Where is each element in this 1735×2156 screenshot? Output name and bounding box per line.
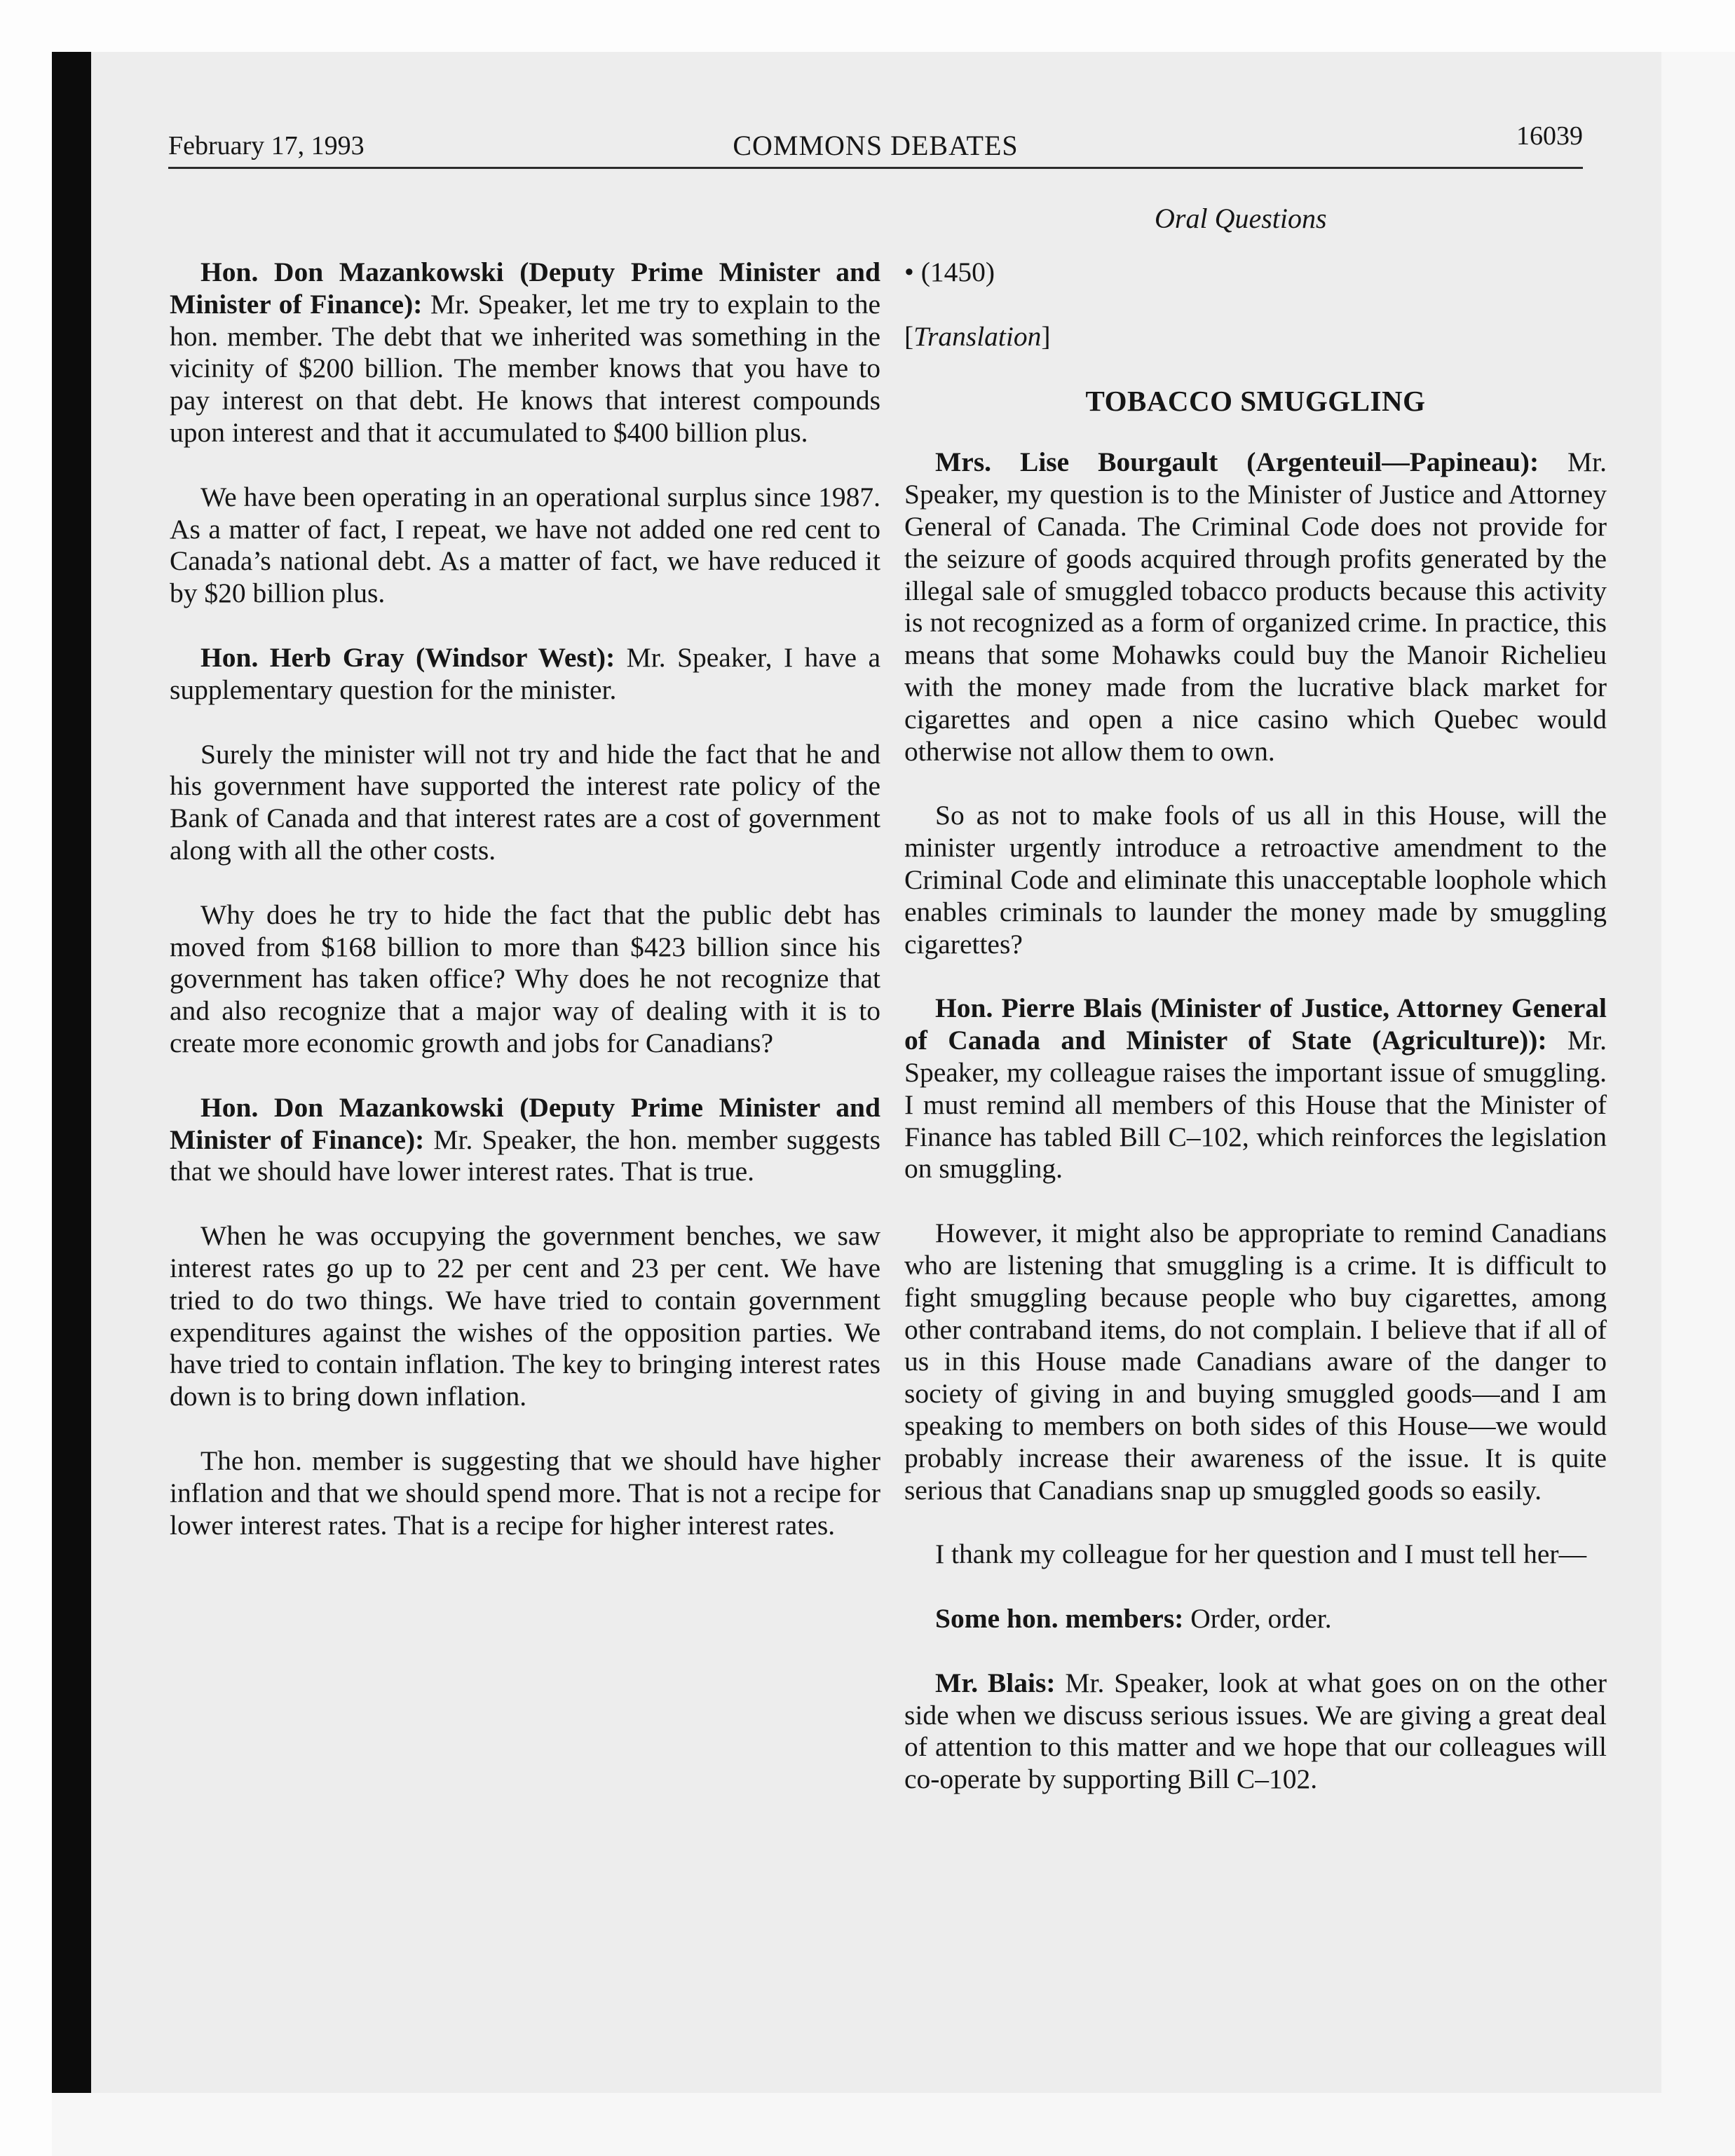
scan-right-margin: [1661, 52, 1735, 2093]
paragraph: [904, 992, 1607, 1185]
scan-bottom-margin: [52, 2093, 1735, 2156]
paragraph: [170, 899, 880, 1060]
paragraph-text: Why does he try to hide the fact that the public debt has moved from $168 billion to more than $423 billion since his government has taken office? Why does he not recognize that and also recognize that a major way of dealing with it is to create more economic growth and jobs for Canadians?: [170, 899, 880, 1058]
left-column: [170, 257, 880, 1574]
translation-note: [Translation]: [904, 320, 1051, 352]
header-title: COMMONS DEBATES: [733, 130, 1019, 161]
paragraph: [904, 1667, 1607, 1796]
right-column: [904, 257, 1607, 1828]
section-label: Oral Questions: [1155, 203, 1327, 234]
header-date: February 17, 1993: [168, 131, 365, 161]
article-heading: TOBACCO SMUGGLING: [1085, 384, 1426, 417]
paragraph: [170, 1445, 880, 1541]
paragraph-text: So as not to make fools of us all in this House, will the minister urgently introduce a retroactive amendment to the Criminal Code and eliminate this unacceptable loophole which enables criminals to launder the money made by smuggling cigarettes?: [904, 800, 1607, 960]
header-page-number: 16039: [1516, 121, 1583, 151]
paragraph: [904, 1538, 1607, 1571]
paragraph-text: The hon. member is suggesting that we should have higher inflation and that we should spend more. That is not a recipe for lower interest rates. That is a recipe for higher interest rates.: [170, 1445, 880, 1541]
paragraph: [170, 1092, 880, 1188]
scan-left-edge: [52, 52, 91, 2093]
paragraph-text: Mr. Speaker, I have a supplementary question for the minister.: [170, 641, 881, 705]
speaker-name: Some hon. members:: [935, 1603, 1184, 1635]
paragraph: [904, 800, 1607, 960]
paragraph: [170, 482, 880, 610]
time-marker: • (1450): [904, 257, 995, 287]
paragraph-text: Mr. Speaker, the hon. member suggests that we should have lower interest rates. That is true.: [170, 1124, 881, 1187]
speaker-name: Hon. Don Mazankowski (Deputy Prime Minister and Minister of Finance):: [170, 1091, 880, 1155]
paragraph: [904, 1603, 1607, 1635]
paragraph-text: Surely the minister will not try and hide the fact that he and his government have supported the interest rate policy of the Bank of Canada and that interest rates are a cost of government along with all the other costs.: [170, 738, 880, 866]
running-header: [168, 121, 1583, 169]
speaker-name: Hon. Herb Gray (Windsor West):: [200, 641, 615, 673]
paragraph-text: Order, order.: [1183, 1603, 1332, 1635]
paragraph: [170, 739, 880, 867]
paragraph-text: I thank my colleague for her question and I must tell her—: [935, 1538, 1587, 1570]
speaker-name: Hon. Pierre Blais (Minister of Justice, Attorney General of Canada and Minister of State (Agriculture)):: [904, 992, 1607, 1056]
paragraph: [904, 1217, 1607, 1506]
paragraph-text: When he was occupying the government benches, we saw interest rates go up to 22 per cent and 23 per cent. We have tried to do two things. We have tried to contain government expenditures against the wishes of the opposition parties. We have tried to contain inflation. The key to bringing interest rates down is to bring down inflation.: [170, 1220, 880, 1412]
paragraph: [170, 1220, 880, 1413]
speaker-name: Hon. Don Mazankowski (Deputy Prime Minister and Minister of Finance):: [170, 257, 880, 320]
paragraph-text: We have been operating in an operational surplus since 1987. As a matter of fact, I repeat, we have not added one red cent to Canada’s national debt. As a matter of fact, we have reduced it by $20 billion plus.: [170, 481, 880, 609]
speaker-name: Mrs. Lise Bourgault (Argenteuil—Papineau):: [935, 446, 1539, 478]
paragraph-text: Mr. Speaker, let me try to explain to the hon. member. The debt that we inherited was something in the vicinity of $200 billion. The member knows that you have to pay interest on that debt. He knows that interest compounds upon interest and that it accumulated to $400 billion plus.: [170, 288, 880, 448]
paragraph-text: Mr. Speaker, my question is to the Minister of Justice and Attorney General of Canada. The Criminal Code does not provide for the seizure of goods acquired through profits generated by the illegal sale of smuggled tobacco products because this activity is not recognized as a form of organized crime. In practice, this means that some Mohawks could buy the Manoir Richelieu with the money made from the lucrative black market for cigarettes and open a nice casino which Quebec would otherwise not allow them to own.: [904, 446, 1607, 767]
paragraph: [170, 257, 880, 449]
paragraph: [170, 642, 880, 707]
translation-word: Translation: [913, 320, 1042, 352]
paragraph-text: Mr. Speaker, my colleague raises the important issue of smuggling. I must remind all members of this House that the Minister of Finance has tabled Bill C–102, which reinforces the legislation on smuggling.: [904, 1025, 1607, 1185]
paragraph: [904, 446, 1607, 767]
speaker-name: Mr. Blais:: [935, 1667, 1056, 1698]
paragraph-text: However, it might also be appropriate to remind Canadians who are listening that smuggling is a crime. It is difficult to fight smuggling because people who buy cigarettes, among other contraband items, do not complain. I believe that if all of us in this House made Canadians aware of the danger to society of giving in and buying smuggled goods—and I am speaking to members on both sides of this House—we would probably increase their awareness of the issue. It is quite serious that Canadians snap up smuggled goods so easily.: [904, 1217, 1607, 1506]
paragraph-text: Mr. Speaker, look at what goes on on the other side when we discuss serious issues. We are giving a great deal of attention to this matter and we hope that our colleagues will co-operate by supporting Bill C–102.: [904, 1667, 1607, 1795]
